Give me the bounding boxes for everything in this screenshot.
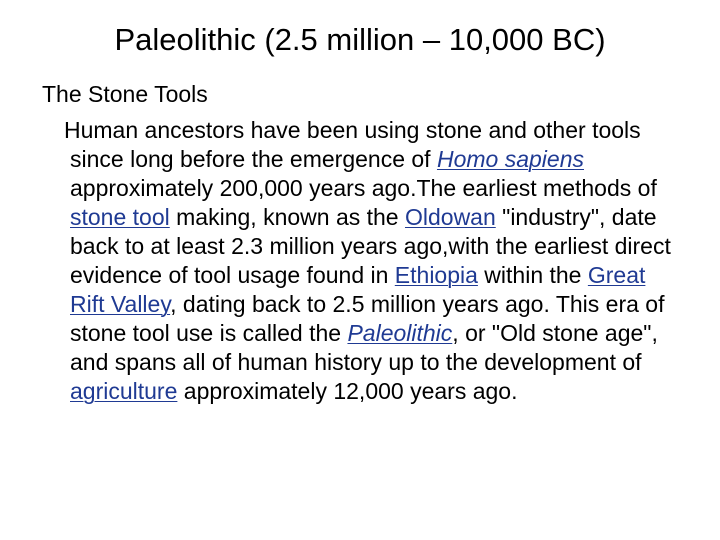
body-text-segment: "industry", date back to at least 2.3 million years ago,with the earliest direct evidence of tool usage found in [70,204,671,288]
body-text-segment: , dating back to 2.5 million years ago. This era of stone tool use is called the [70,291,665,346]
link-paleolithic[interactable]: Paleolithic [347,320,453,346]
link-agriculture[interactable]: agriculture [70,378,178,404]
slide-title: Paleolithic (2.5 million – 10,000 BC) [114,22,606,57]
link-stone-tool[interactable]: stone tool [70,204,170,230]
link-great-rift-valley[interactable]: Great Rift Valley [70,262,646,317]
body-text-segment: , or "Old stone age", and spans all of human history up to the development of [70,320,658,375]
link-ethiopia[interactable]: Ethiopia [394,262,478,288]
body-text-segment: approximately 200,000 years ago.The earliest methods of [70,175,657,201]
link-homo-sapiens[interactable]: Homo sapiens [436,146,584,172]
body-paragraph [42,116,682,406]
subheading: The Stone Tools [42,81,208,107]
body-text-segment: making, known as the [169,204,405,230]
body-text-segment: approximately 12,000 years ago. [177,378,518,404]
body-text-segment: within the [477,262,588,288]
link-oldowan[interactable]: Oldowan [404,204,496,230]
body-text-segment: Human ancestors have been using stone and other tools since long before the emergence of [64,117,641,172]
